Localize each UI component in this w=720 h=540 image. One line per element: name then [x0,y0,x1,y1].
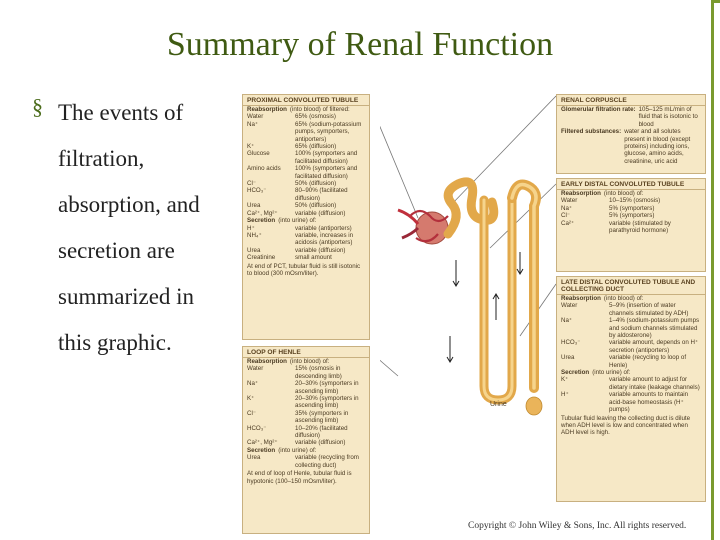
info-box-note: At end of PCT, tubular fluid is still isotonic to blood (300 mOsm/liter). [247,262,361,277]
flow-arrow-icon [453,260,459,286]
info-row-value: (into urine) of: [278,446,317,454]
info-row-value: 5–9% (insertion of water channels stimulated by ADH) [609,302,689,317]
info-row-value: variable (antiporters) [295,224,352,232]
info-row-value: (into urine) of: [592,369,631,377]
info-row-key: Creatinine [247,254,276,262]
info-row [557,220,705,235]
info-row-key: HCO₃⁻ [247,424,267,432]
info-row [557,339,705,354]
glomerulus-shape [398,210,448,244]
info-row-value: 65% (diffusion) [295,143,337,151]
info-box-header: PROXIMAL CONVOLUTED TUBULE [243,95,369,106]
info-row-key: H⁺ [247,224,255,232]
info-row-key: K⁺ [247,143,255,151]
info-row [557,106,705,128]
info-row-value: small amount [295,254,332,262]
info-row [243,254,369,261]
flow-arrow-icon [517,252,523,274]
info-row-key: Urea [247,246,261,254]
info-box-note: At end of loop of Henle, tubular fluid is hypotonic (100–150 mOsm/liter). [247,470,352,485]
info-row [243,358,369,365]
info-row-value: 80–90% (facilitated diffusion) [295,187,348,202]
info-row [243,121,369,143]
late-dct-collecting-duct-info-box [556,276,706,502]
info-row-key: Ca²⁺, Mg²⁺ [247,439,278,447]
info-row-value: variable amount, depends on H⁺ secretion (antiporters) [609,339,699,354]
info-row [243,439,369,446]
info-row-value: 65% (osmosis) [295,113,336,121]
info-row-value: 10–15% (osmosis) [609,197,661,205]
info-row [243,202,369,209]
info-row-value: variable (diffusion) [295,246,346,254]
flow-arrow-icon [447,336,453,362]
info-row-key: Cl⁻ [247,409,257,417]
info-row-key: Na⁺ [247,380,259,388]
info-row-key: Glucose [247,150,270,158]
info-row [557,197,705,204]
info-row [243,225,369,232]
slide-title: Summary of Renal Function [166,26,554,63]
body-line: absorption, and [58,192,200,217]
info-row [243,187,369,202]
info-row-value: variable (recycling from collecting duct) [295,454,359,469]
info-row [243,410,369,425]
loop-of-henle-shape [484,198,512,400]
info-row-key: HCO₃⁻ [247,187,267,195]
info-row [243,395,369,410]
info-row [243,113,369,120]
info-row [243,165,369,180]
info-row [557,212,705,219]
info-row [243,150,369,165]
info-row-key: Glomerular filtration rate: [561,106,636,113]
info-row [243,425,369,440]
info-row-key: Cl⁻ [247,180,257,188]
info-row-value: 5% (symporters) [609,212,655,220]
info-row-key: Water [247,113,264,121]
top-accent-tick [711,0,720,3]
info-row-key: H⁺ [561,391,569,399]
info-row-key: Water [561,197,578,205]
info-row [557,190,705,197]
info-row-key: Water [247,365,264,373]
right-accent-bar [711,0,714,540]
info-row-key: Water [561,302,578,310]
info-row [557,317,705,339]
info-row-value: 10–20% (facilitated diffusion) [295,424,348,440]
info-row [557,376,705,391]
info-row-value: water and all solutes present in blood (except proteins) including ions, glucose, amino acids, creatinine, uric acid [624,128,691,165]
info-row-value: (into blood) of: [603,295,644,302]
info-box-header: EARLY DISTAL CONVOLUTED TUBULE [557,179,705,190]
urine-label: Urine [490,401,507,408]
info-row-value: (into blood) of: [603,190,644,197]
info-row-key: Secretion [247,217,276,225]
info-row [243,143,369,150]
info-row-key: Ca²⁺ [561,219,575,227]
info-row-key: Secretion [561,369,590,377]
info-row-key: Reabsorption [247,358,287,365]
renal-corpuscle-info-box [556,94,706,174]
info-row-key: Urea [247,202,261,210]
info-row-key: NH₄⁺ [247,231,262,239]
nephron-illustration [380,88,556,424]
info-row-value: (into urine) of: [278,217,317,225]
body-line: filtration, [58,146,145,171]
info-row [243,106,369,113]
info-row [243,210,369,217]
pointer-line-early-dct [490,184,556,248]
info-row-value: variable (stimulated by parathyroid hormone) [609,219,671,235]
info-row-value: 65% (sodium-potassium pumps, symporters, antiporters) [295,120,362,143]
info-row [557,354,705,369]
loop-of-henle-info-box [242,346,370,534]
info-row-value: 20–30% (symporters in ascending limb) [295,395,359,410]
info-row-value: 100% (symporters and facilitated diffusion) [295,165,358,180]
info-row [557,369,705,376]
info-row-value: variable amount to adjust for dietary intake (leakage channels) [609,376,700,391]
info-row [557,302,705,317]
info-row-key: Urea [561,354,575,362]
info-row-key: Filtered substances: [561,128,622,136]
body-line: summarized in [58,284,195,309]
info-row [557,295,705,302]
body-line: secretion are [58,238,175,263]
info-row-value: (into blood) of filtered: [289,106,350,113]
info-row-value: 100% (symporters and facilitated diffusion) [295,150,358,165]
info-row-value: variable, increases in acidosis (antiporters) [295,231,354,247]
early-dct-info-box [556,178,706,272]
info-row-value: 105–125 mL/min of fluid that is isotonic to blood [638,106,698,128]
info-row-key: Reabsorption [561,295,601,302]
info-row-key: Na⁺ [561,317,573,325]
info-row-value: 50% (diffusion) [295,180,337,188]
info-row-value: variable (recycling to loop of Henle) [609,354,687,369]
info-row-value: variable (diffusion) [295,209,346,217]
info-row [557,391,705,413]
body-line: this graphic. [58,330,172,355]
info-row-key: Amino acids [247,165,281,173]
bullet-marker: § [32,94,43,119]
info-row-value: (into blood) of: [289,358,330,365]
info-row [243,247,369,254]
info-row [243,180,369,187]
info-row-key: Secretion [247,446,276,454]
info-row-value: 15% (osmosis in descending limb) [295,365,342,380]
info-row-key: Ca²⁺, Mg²⁺ [247,209,278,217]
info-row-value: 5% (symporters) [609,204,655,212]
info-box-header: LOOP OF HENLE [243,347,369,358]
urine-drop-shape [526,397,542,415]
info-row-value: 35% (symporters in ascending limb) [295,409,349,425]
body-line: The events of [58,100,184,125]
info-row [243,380,369,395]
info-row-key: Urea [247,454,261,462]
info-row [243,447,369,454]
info-row-key: Reabsorption [561,190,601,197]
info-box-header: RENAL CORPUSCLE [557,95,705,106]
info-row [243,217,369,224]
info-row [557,205,705,212]
info-row-value: variable (diffusion) [295,439,346,447]
info-row-key: Na⁺ [561,204,573,212]
pointer-line-corpuscle [450,96,556,206]
info-row-key: K⁺ [561,376,569,384]
info-row-key: HCO₃⁻ [561,339,581,347]
info-row [243,454,369,469]
info-row-key: K⁺ [247,395,255,403]
info-row-value: variable amounts to maintain acid-base homeostasis (H⁺ pumps) [609,391,689,414]
info-row [243,232,369,247]
info-row-value: 20–30% (symporters in ascending limb) [295,380,359,395]
pointer-line-pct [380,98,418,218]
info-row-value: 1–4% (sodium-potassium pumps and sodium channels stimulated by aldosterone) [609,317,700,340]
info-row-key: Cl⁻ [561,212,571,220]
info-row-value: 50% (diffusion) [295,202,337,210]
copyright-notice: Copyright © John Wiley & Sons, Inc. All rights reserved. [468,521,687,531]
slide-body-text [58,90,200,366]
info-row-key: Na⁺ [247,120,259,128]
info-box-note: Tubular fluid leaving the collecting duct is dilute when ADH level is low and concentrated when ADH level is high. [561,414,691,437]
pointer-line-loop [380,350,398,376]
pct-info-box [242,94,370,340]
flow-arrow-icon [493,294,499,320]
info-row-key: Reabsorption [247,106,287,113]
info-row [243,365,369,380]
info-row [557,128,705,165]
info-box-header: LATE DISTAL CONVOLUTED TUBULE AND COLLECTING DUCT [557,277,705,295]
